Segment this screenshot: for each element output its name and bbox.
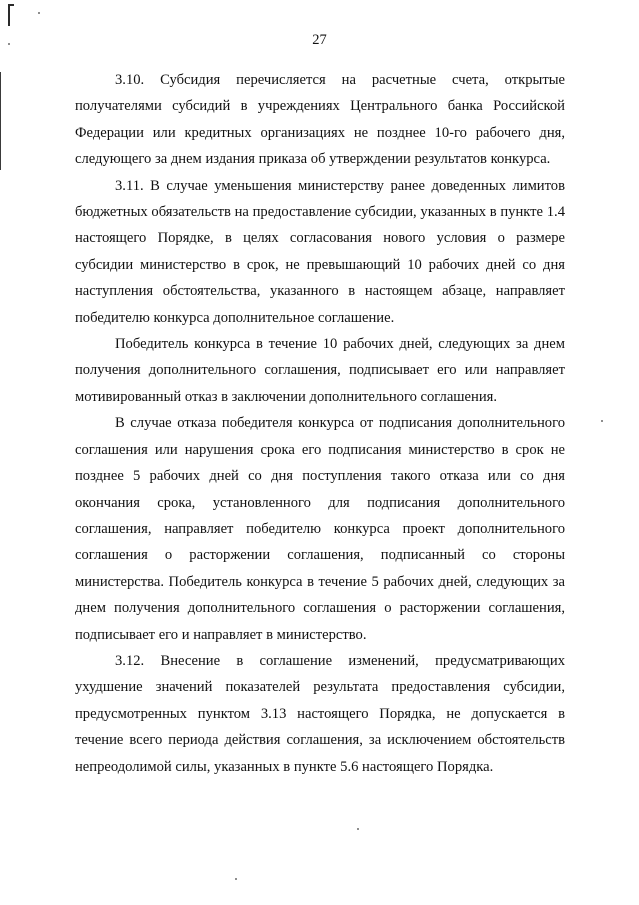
document-body bbox=[75, 67, 565, 780]
scan-speck bbox=[357, 828, 359, 830]
scan-edge-mark bbox=[8, 4, 10, 26]
paragraph-refusal: В случае отказа победителя конкурса от подписания дополнительного соглашения или нарушения срока его подписания министерство в срок не позднее 5 рабочих дней со дня поступления такого отказа или со дня окончания срока, установленного для подписания дополнительного соглашения, направляет победителю конкурса проект дополнительного соглашения о расторжении соглашения, подписанный со стороны министерства. Победитель конкурса в течение 5 рабочих дней, следующих за днем получения дополнительного соглашения о расторжении соглашения, подписывает его и направляет в министерство. bbox=[75, 415, 565, 643]
paragraph-3-10: 3.10. Субсидия перечисляется на расчетные счета, открытые получателями субсидий в учреждениях Центрального банка Российской Федерации или кредитных организациях не позднее 10-го рабочего дня, следующего за днем издания приказа об утверждении результатов конкурса. bbox=[75, 72, 565, 168]
paragraph-3-11: 3.11. В случае уменьшения министерству ранее доведенных лимитов бюджетных обязательств на предоставление субсидии, указанных в пункте 1.4 настоящего Порядке, в целях согласования нового условия о размере субсидии министерство в срок, не превышающий 10 рабочих дней со дня наступления обстоятельства, указанного в настоящем абзаце, направляет победителю конкурса дополнительное соглашение. bbox=[75, 177, 565, 326]
scan-speck bbox=[38, 12, 40, 14]
paragraph-3-12: 3.12. Внесение в соглашение изменений, предусматривающих ухудшение значений показателей результата предоставления субсидии, предусмотренных пунктом 3.13 настоящего Порядка, не допускается в течение всего периода действия соглашения, за исключением обстоятельств непреодолимой силы, указанных в пункте 5.6 настоящего Порядка. bbox=[75, 652, 565, 775]
paragraph-winner-response: Победитель конкурса в течение 10 рабочих дней, следующих за днем получения дополнительного соглашения, подписывает его или направляет мотивированный отказ в заключении дополнительного соглашения. bbox=[75, 336, 565, 405]
scan-edge-line bbox=[0, 72, 1, 170]
scan-speck bbox=[235, 878, 237, 880]
page-number: 27 bbox=[312, 32, 327, 48]
scan-speck bbox=[601, 420, 603, 422]
scan-edge-mark bbox=[8, 4, 14, 6]
